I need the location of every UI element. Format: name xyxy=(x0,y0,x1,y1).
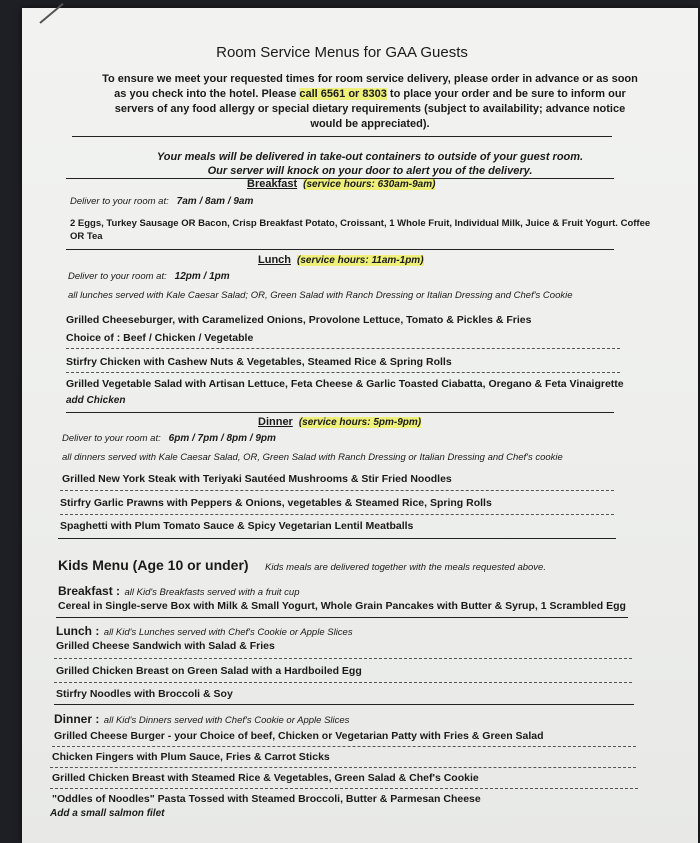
dashed-divider xyxy=(54,682,632,683)
lunch-times: 12pm / 1pm xyxy=(174,271,230,282)
lunch-heading xyxy=(258,254,424,266)
dashed-divider xyxy=(60,514,614,515)
kids-lunch-item-3: Stirfry Noodles with Broccoli & Soy xyxy=(56,688,233,700)
breakfast-delivery xyxy=(70,196,253,207)
kids-lunch-item-1: Grilled Cheese Sandwich with Salad & Fries xyxy=(56,640,275,652)
notice-line-1: Your meals will be delivered in take-out containers to outside of your guest room. xyxy=(156,151,584,163)
dinner-title: Dinner xyxy=(258,416,293,428)
breakfast-heading xyxy=(247,178,435,190)
lunch-note: all lunches served with Kale Caesar Salad; OR, Green Salad with Ranch Dressing or Italian Dressing and Chef's Cookie xyxy=(68,290,573,301)
kids-breakfast-heading xyxy=(58,582,299,600)
breakfast-deliver-label: Deliver to your room at: xyxy=(70,196,169,207)
lunch-item-1: Grilled Cheeseburger, with Caramelized Onions, Provolone Lettuce, Tomato & Pickles & Fries xyxy=(66,314,532,326)
dinner-hours: (service hours: 5pm-9pm) xyxy=(298,417,422,428)
kids-dinner-item-2: Chicken Fingers with Plum Sauce, Fries & Carrot Sticks xyxy=(52,751,330,763)
dinner-deliver-label: Deliver to your room at: xyxy=(62,433,161,444)
dashed-divider xyxy=(52,746,636,747)
divider xyxy=(66,412,614,413)
phone-highlight: call 6561 or 8303 xyxy=(299,88,387,100)
kids-dinner-heading xyxy=(54,710,349,728)
divider xyxy=(66,249,614,250)
intro-text: To ensure we meet your requested times for room service delivery, please order in advance or as soon as you check into the hotel. Please xyxy=(102,73,638,100)
lunch-delivery xyxy=(68,271,230,282)
divider xyxy=(58,538,616,539)
dashed-divider xyxy=(54,658,632,659)
intro-paragraph xyxy=(100,72,640,132)
dashed-divider xyxy=(50,788,638,789)
dashed-divider xyxy=(60,490,614,491)
kids-title: Kids Menu (Age 10 or under) xyxy=(58,557,249,573)
divider xyxy=(56,617,628,618)
lunch-item-3: Grilled Vegetable Salad with Artisan Lettuce, Feta Cheese & Garlic Toasted Ciabatta, Oregano & Feta Vinaigrette xyxy=(66,378,624,390)
lunch-deliver-label: Deliver to your room at: xyxy=(68,271,167,282)
intro-text-end: to place your order and be sure to inform our servers of any food allergy or special dietary requirements (subject to availability; advance notice would be appreciated). xyxy=(114,88,626,130)
dashed-divider xyxy=(66,372,620,373)
dinner-heading xyxy=(258,416,421,428)
kids-breakfast-note: all Kid's Breakfasts served with a fruit cup xyxy=(124,587,300,598)
lunch-item-1-choice: Choice of : Beef / Chicken / Vegetable xyxy=(66,332,254,344)
lunch-hours: (service hours: 11am-1pm) xyxy=(297,255,424,266)
kids-lunch-item-2: Grilled Chicken Breast on Green Salad with a Hardboiled Egg xyxy=(56,665,362,677)
kids-heading xyxy=(58,557,546,575)
dinner-times: 6pm / 7pm / 8pm / 9pm xyxy=(168,433,276,444)
divider xyxy=(72,136,612,137)
dinner-item-3: Spaghetti with Plum Tomato Sauce & Spicy Vegetarian Lentil Meatballs xyxy=(60,520,414,532)
kids-breakfast-item: Cereal in Single-serve Box with Milk & Small Yogurt, Whole Grain Pancakes with Butter & Syrup, 1 Scrambled Egg xyxy=(58,600,626,612)
dashed-divider xyxy=(66,348,620,349)
lunch-item-3-add: add Chicken xyxy=(66,395,126,406)
breakfast-item: 2 Eggs, Turkey Sausage OR Bacon, Crisp Breakfast Potato, Croissant, 1 Whole Fruit, Individual Milk, Juice & Fruit Yogurt. Coffee xyxy=(70,218,651,229)
kids-dinner-item-4-add: Add a small salmon filet xyxy=(50,808,165,819)
kids-lunch-note: all Kid's Lunches served with Chef's Cookie or Apple Slices xyxy=(103,627,353,638)
kids-dinner-note: all Kid's Dinners served with Chef's Cookie or Apple Slices xyxy=(103,715,350,726)
dinner-item-1: Grilled New York Steak with Teriyaki Sautéed Mushrooms & Stir Fried Noodles xyxy=(62,473,452,485)
breakfast-title: Breakfast xyxy=(247,178,298,190)
pen-mark xyxy=(39,3,63,24)
lunch-title: Lunch xyxy=(258,254,291,266)
kids-lunch-label: Lunch : xyxy=(56,624,100,638)
delivery-notice xyxy=(100,150,640,178)
kids-breakfast-label: Breakfast : xyxy=(58,584,121,598)
breakfast-item-cont: OR Tea xyxy=(70,231,103,242)
breakfast-times: 7am / 8am / 9am xyxy=(176,196,254,207)
breakfast-hours: (service hours: 630am-9am) xyxy=(303,179,436,190)
notice-line-2: Our server will knock on your door to alert you of the delivery. xyxy=(207,165,533,177)
page-title: Room Service Menus for GAA Guests xyxy=(216,44,468,61)
divider xyxy=(54,704,634,705)
kids-dinner-item-3: Grilled Chicken Breast with Steamed Rice & Vegetables, Green Salad & Chef's Cookie xyxy=(52,772,479,784)
kids-lunch-heading xyxy=(56,622,353,640)
dinner-delivery xyxy=(62,433,276,444)
kids-title-note: Kids meals are delivered together with the meals requested above. xyxy=(265,562,546,573)
dashed-divider xyxy=(50,767,636,768)
menu-sheet xyxy=(22,8,698,843)
dinner-note: all dinners served with Kale Caesar Salad, OR, Green Salad with Ranch Dressing or Italian Dressing and Chef's cookie xyxy=(62,452,563,463)
kids-dinner-label: Dinner : xyxy=(54,712,100,726)
kids-dinner-item-1: Grilled Cheese Burger - your Choice of beef, Chicken or Vegetarian Patty with Fries & Green Salad xyxy=(54,730,544,742)
kids-dinner-item-4: "Oddles of Noodles" Pasta Tossed with Steamed Broccoli, Butter & Parmesan Cheese xyxy=(52,793,481,805)
lunch-item-2: Stirfry Chicken with Cashew Nuts & Vegetables, Steamed Rice & Spring Rolls xyxy=(66,356,452,368)
dinner-item-2: Stirfry Garlic Prawns with Peppers & Onions, vegetables & Steamed Rice, Spring Rolls xyxy=(60,497,492,509)
